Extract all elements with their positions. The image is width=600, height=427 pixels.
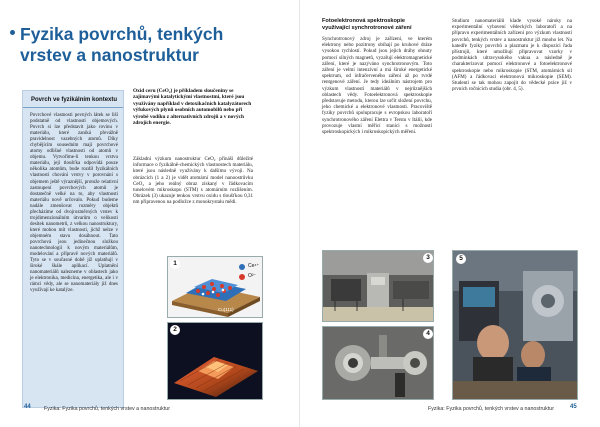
intro-paragraph: Oxid ceru (CeO₂) je příkladem sloučeniny se zajímavými katalytickými vlastnostmi, které jsou využívány například v detoxikačních katalyzátorech výfukových plynů osobních automobilů nebo při výrobě vodíku z alternativních zdrojů a v nových zdrojích energie.	[133, 88, 252, 127]
sidebar-text: Povrchové vlastnosti pevných látek se liší podstatně od vlastností objemových. Povrch si lze představit jako rovinu v materiálu, které zaniká převážně pravidelnost vazebných atomů. Díky chybějícím sousedním mají povrchové atomy odlišné vlastnosti od atomů v objemu. Vytvoříme-li tenkou vrstvu materiálu, její tloušťka odpovídá pouze několika atomům, bude rozdíl fyzikálních vlastností chování vrstvy v porovnání s objemem ještě výraznější, protože relativní zastoupení povrchových atomů je dostatečně velké na to, aby vlastnosti materiálu nově určovalo. Pokud budeme nadále zmenšovat rozměry objektů přecházíme od dvojrozměrných vrstev k trojdimenzionálním útvarům o velikosti desítek nanometrů, z velkou nanostruktury, které mohou mít vlastnosti, jichž nelze v objemném stavu dosáhnout. Tato povrchová jsou jedinečnou složkou nanotechnologií k novým materiálům, modelování a přípravě nových materiálů. Tyto se v současné době již uplatňují v široké škále aplikací. Uplatnění nanomateriálů nalezneme v oblastech jako je elektronika, medicína, energetika, ale i v rámci vědy, ale se nanomateriály již dnes využívají ke katalýze.	[30, 113, 118, 294]
figure-5-laboratory-photo	[452, 250, 578, 400]
figure-number-3: 3	[423, 253, 433, 263]
vacuum-apparatus-illustration	[323, 327, 434, 400]
figure-number-5: 5	[456, 254, 466, 264]
synchrotron-hall-illustration	[323, 251, 434, 322]
sidebar-divider	[23, 107, 123, 108]
figure-number-4: 4	[423, 329, 433, 339]
page-number-right: 45	[570, 404, 577, 410]
footer-right: Fyzika: Fyzika povrchů, tenkých vrstev a nanostruktur	[428, 406, 554, 412]
laboratory-illustration	[453, 251, 578, 400]
title-bullet	[10, 30, 15, 35]
legend-o-label: O²⁻	[248, 273, 257, 279]
figure-4-apparatus-photo	[322, 326, 434, 400]
substrate-label: Cu(111)	[218, 307, 234, 312]
figure-3-synchrotron-photo	[322, 250, 434, 322]
page-number-left: 44	[24, 404, 31, 410]
page-title: Fyzika povrchů, tenkých vrstev a nanostruktur	[20, 24, 224, 65]
right-page	[300, 0, 600, 427]
legend-ce-label: Ce⁴⁺	[248, 263, 260, 269]
figure-number-1: 1	[170, 259, 180, 269]
figure-1-atomic-model	[167, 256, 263, 318]
body-paragraph: Základní výzkum nanostruktur CeO₂ přináší důležité informace o fyzikálně-chemických vlastnostech materiálu, které jsou následně využívány k dalšímu vývoji. Na obrázcích (1 a 2) je vidět atomární model nanoostrůvku CeO₂ a jeho reálný obraz získaný v řádkovacím tunelovém mikroskopu (STM) s atomárním rozlišením. Obrázek (3) ukazuje tenkou vrstvu oxidu s tloušťkou 0,31 nm připravenou na podložce z monokrystalu mědi.	[133, 156, 253, 206]
footer-left: Fyzika: Fyzika povrchů, tenkých vrstev a nanostruktur	[44, 406, 170, 412]
section-heading: Fotoelektronová spektroskopie využívající synchrotronové záření	[322, 18, 412, 31]
laboratory-text: Studium nanomateriálů klade vysoké nároky na experimentální vybavení vědeckých laboratoří a na přípravu experimentálních zařízení pro výzkum vlastností povrchů, tenkých vrstev a nanostruktur již mnoho let. Na katedře fyziky povrchů a plazmatu je k dispozici řada přístrojů, které umožňují připravovat vzorky v podmínkách ultravysokého vakua a následně je charakterizovat pomocí elektronové a fotoelektronové spektroskopie nebo mikroskopie (STM, atomárních sil (AFM) a řádkovací elektronová mikroskopie (SEM). Studenti se tak mohou zapojit do vědecké práce již v prvních ročnících studia (obr. 4, 5).	[452, 18, 572, 93]
sidebar-box	[22, 90, 124, 408]
figure-number-2: 2	[170, 325, 180, 335]
sidebar-heading: Povrch ve fyzikálním kontextu	[31, 97, 118, 103]
stm-surface-illustration	[168, 323, 263, 400]
figure-2-stm-image	[167, 322, 263, 400]
synchrotron-text: Synchrotronový zdroj je zařízení, ve kterém elektrony nebo pozitrony obíhají po kruhové dráze vysokou rychlostí. Pokud jsou jejich dráhy ohnuty pomocí silných magnetů, vyzařují elektromagnetické záření, které je nazýváno synchrotronovým. Toto záření je velmi intenzivní a má široké energetické spektrum, od infračerveného záření až po tvrdé rentgenové záření. Je tedy ideálním nástrojem pro výzkum vlastností materiálů v nejrůznějších oblastech vědy. Fotoelektronová spektroskopie představuje metodu, kterou lze určit složení povrchu, jeho chemické a elektronové vlastnosti. Pracoviště fyziky povrchů spolupracuje s evropskou laboratoří synchrotronového záření Elettra v Terstu v Itálii, kde provozuje vlastní měřicí stanici s možností spektroskopických i mikroskopických měření.	[322, 36, 432, 136]
